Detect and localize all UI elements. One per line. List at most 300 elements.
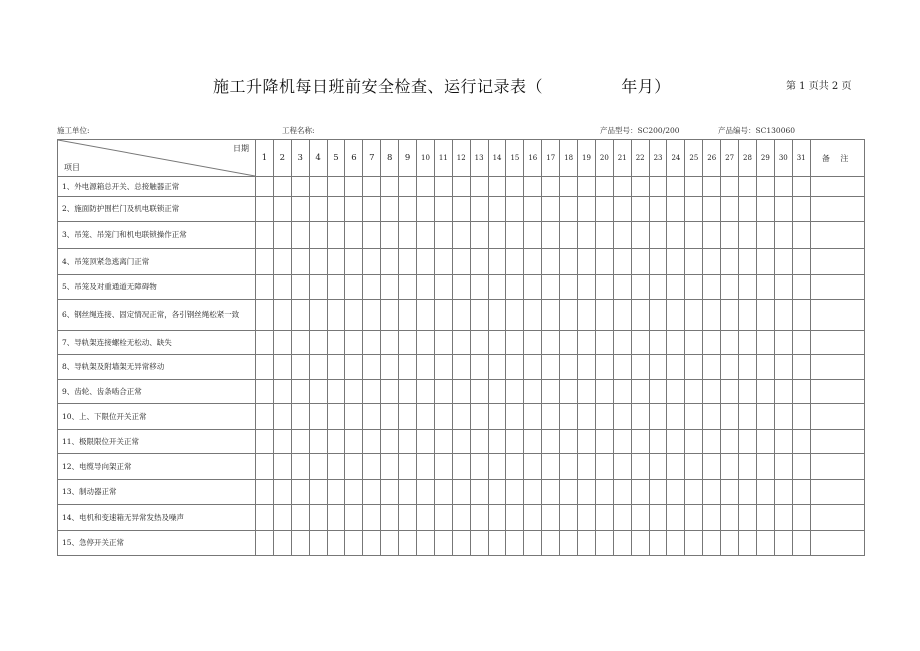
check-cell[interactable] xyxy=(327,300,345,331)
check-cell[interactable] xyxy=(667,197,685,222)
check-cell[interactable] xyxy=(685,355,703,380)
check-cell[interactable] xyxy=(381,300,399,331)
check-cell[interactable] xyxy=(506,249,524,275)
check-cell[interactable] xyxy=(434,430,452,454)
check-cell[interactable] xyxy=(703,380,721,404)
check-cell[interactable] xyxy=(649,480,667,505)
check-cell[interactable] xyxy=(256,505,274,531)
check-cell[interactable] xyxy=(631,480,649,505)
check-cell[interactable] xyxy=(291,275,309,300)
check-cell[interactable] xyxy=(649,222,667,249)
check-cell[interactable] xyxy=(649,300,667,331)
check-cell[interactable] xyxy=(309,222,327,249)
check-cell[interactable] xyxy=(703,480,721,505)
check-cell[interactable] xyxy=(506,454,524,480)
check-cell[interactable] xyxy=(631,300,649,331)
check-cell[interactable] xyxy=(363,275,381,300)
check-cell[interactable] xyxy=(399,300,417,331)
check-cell[interactable] xyxy=(470,404,488,430)
check-cell[interactable] xyxy=(470,177,488,197)
check-cell[interactable] xyxy=(434,355,452,380)
check-cell[interactable] xyxy=(667,222,685,249)
check-cell[interactable] xyxy=(524,249,542,275)
check-cell[interactable] xyxy=(721,480,739,505)
check-cell[interactable] xyxy=(309,531,327,556)
remarks-cell[interactable] xyxy=(810,430,864,454)
check-cell[interactable] xyxy=(524,275,542,300)
check-cell[interactable] xyxy=(774,197,792,222)
check-cell[interactable] xyxy=(703,355,721,380)
check-cell[interactable] xyxy=(256,380,274,404)
check-cell[interactable] xyxy=(345,505,363,531)
check-cell[interactable] xyxy=(381,355,399,380)
check-cell[interactable] xyxy=(774,531,792,556)
check-cell[interactable] xyxy=(578,197,596,222)
check-cell[interactable] xyxy=(417,480,435,505)
remarks-cell[interactable] xyxy=(810,300,864,331)
check-cell[interactable] xyxy=(434,197,452,222)
check-cell[interactable] xyxy=(578,355,596,380)
check-cell[interactable] xyxy=(470,197,488,222)
check-cell[interactable] xyxy=(327,380,345,404)
check-cell[interactable] xyxy=(542,355,560,380)
check-cell[interactable] xyxy=(488,275,506,300)
check-cell[interactable] xyxy=(578,177,596,197)
check-cell[interactable] xyxy=(381,404,399,430)
check-cell[interactable] xyxy=(685,331,703,355)
check-cell[interactable] xyxy=(524,197,542,222)
check-cell[interactable] xyxy=(470,380,488,404)
check-cell[interactable] xyxy=(542,380,560,404)
check-cell[interactable] xyxy=(524,531,542,556)
check-cell[interactable] xyxy=(273,454,291,480)
check-cell[interactable] xyxy=(613,249,631,275)
check-cell[interactable] xyxy=(363,355,381,380)
check-cell[interactable] xyxy=(685,505,703,531)
remarks-cell[interactable] xyxy=(810,222,864,249)
check-cell[interactable] xyxy=(685,222,703,249)
check-cell[interactable] xyxy=(470,300,488,331)
check-cell[interactable] xyxy=(381,249,399,275)
check-cell[interactable] xyxy=(774,355,792,380)
check-cell[interactable] xyxy=(399,355,417,380)
check-cell[interactable] xyxy=(452,404,470,430)
check-cell[interactable] xyxy=(452,222,470,249)
check-cell[interactable] xyxy=(345,222,363,249)
check-cell[interactable] xyxy=(273,505,291,531)
check-cell[interactable] xyxy=(452,430,470,454)
check-cell[interactable] xyxy=(256,249,274,275)
check-cell[interactable] xyxy=(488,177,506,197)
check-cell[interactable] xyxy=(256,454,274,480)
check-cell[interactable] xyxy=(649,430,667,454)
check-cell[interactable] xyxy=(578,331,596,355)
check-cell[interactable] xyxy=(524,454,542,480)
check-cell[interactable] xyxy=(488,505,506,531)
check-cell[interactable] xyxy=(291,454,309,480)
check-cell[interactable] xyxy=(595,197,613,222)
check-cell[interactable] xyxy=(560,331,578,355)
check-cell[interactable] xyxy=(256,355,274,380)
check-cell[interactable] xyxy=(434,480,452,505)
check-cell[interactable] xyxy=(399,454,417,480)
check-cell[interactable] xyxy=(703,404,721,430)
check-cell[interactable] xyxy=(703,331,721,355)
check-cell[interactable] xyxy=(345,480,363,505)
check-cell[interactable] xyxy=(756,454,774,480)
remarks-cell[interactable] xyxy=(810,404,864,430)
check-cell[interactable] xyxy=(273,249,291,275)
check-cell[interactable] xyxy=(327,331,345,355)
check-cell[interactable] xyxy=(721,249,739,275)
check-cell[interactable] xyxy=(417,197,435,222)
check-cell[interactable] xyxy=(792,454,810,480)
check-cell[interactable] xyxy=(327,454,345,480)
check-cell[interactable] xyxy=(595,300,613,331)
check-cell[interactable] xyxy=(417,404,435,430)
check-cell[interactable] xyxy=(721,197,739,222)
remarks-cell[interactable] xyxy=(810,197,864,222)
check-cell[interactable] xyxy=(256,197,274,222)
check-cell[interactable] xyxy=(631,275,649,300)
check-cell[interactable] xyxy=(613,275,631,300)
remarks-cell[interactable] xyxy=(810,275,864,300)
check-cell[interactable] xyxy=(667,380,685,404)
check-cell[interactable] xyxy=(739,380,757,404)
check-cell[interactable] xyxy=(667,355,685,380)
check-cell[interactable] xyxy=(667,430,685,454)
check-cell[interactable] xyxy=(667,454,685,480)
check-cell[interactable] xyxy=(488,380,506,404)
check-cell[interactable] xyxy=(703,300,721,331)
check-cell[interactable] xyxy=(613,480,631,505)
remarks-cell[interactable] xyxy=(810,454,864,480)
check-cell[interactable] xyxy=(291,300,309,331)
check-cell[interactable] xyxy=(613,454,631,480)
check-cell[interactable] xyxy=(291,505,309,531)
check-cell[interactable] xyxy=(721,454,739,480)
check-cell[interactable] xyxy=(434,300,452,331)
check-cell[interactable] xyxy=(399,531,417,556)
check-cell[interactable] xyxy=(560,275,578,300)
check-cell[interactable] xyxy=(488,197,506,222)
check-cell[interactable] xyxy=(291,430,309,454)
check-cell[interactable] xyxy=(381,531,399,556)
check-cell[interactable] xyxy=(452,275,470,300)
check-cell[interactable] xyxy=(309,331,327,355)
check-cell[interactable] xyxy=(345,275,363,300)
check-cell[interactable] xyxy=(756,300,774,331)
check-cell[interactable] xyxy=(524,222,542,249)
check-cell[interactable] xyxy=(560,454,578,480)
check-cell[interactable] xyxy=(256,177,274,197)
check-cell[interactable] xyxy=(488,430,506,454)
check-cell[interactable] xyxy=(309,380,327,404)
check-cell[interactable] xyxy=(452,249,470,275)
check-cell[interactable] xyxy=(434,380,452,404)
check-cell[interactable] xyxy=(792,380,810,404)
check-cell[interactable] xyxy=(488,249,506,275)
check-cell[interactable] xyxy=(649,275,667,300)
check-cell[interactable] xyxy=(399,404,417,430)
check-cell[interactable] xyxy=(613,505,631,531)
check-cell[interactable] xyxy=(595,380,613,404)
check-cell[interactable] xyxy=(363,197,381,222)
check-cell[interactable] xyxy=(345,300,363,331)
check-cell[interactable] xyxy=(417,300,435,331)
check-cell[interactable] xyxy=(667,480,685,505)
check-cell[interactable] xyxy=(631,249,649,275)
check-cell[interactable] xyxy=(309,197,327,222)
check-cell[interactable] xyxy=(774,454,792,480)
check-cell[interactable] xyxy=(685,480,703,505)
check-cell[interactable] xyxy=(345,355,363,380)
check-cell[interactable] xyxy=(434,505,452,531)
check-cell[interactable] xyxy=(399,380,417,404)
check-cell[interactable] xyxy=(256,300,274,331)
check-cell[interactable] xyxy=(363,480,381,505)
check-cell[interactable] xyxy=(721,355,739,380)
check-cell[interactable] xyxy=(309,249,327,275)
check-cell[interactable] xyxy=(649,454,667,480)
check-cell[interactable] xyxy=(345,249,363,275)
check-cell[interactable] xyxy=(434,454,452,480)
check-cell[interactable] xyxy=(739,249,757,275)
check-cell[interactable] xyxy=(792,275,810,300)
check-cell[interactable] xyxy=(506,380,524,404)
check-cell[interactable] xyxy=(506,300,524,331)
check-cell[interactable] xyxy=(399,197,417,222)
check-cell[interactable] xyxy=(256,331,274,355)
check-cell[interactable] xyxy=(685,531,703,556)
check-cell[interactable] xyxy=(327,430,345,454)
check-cell[interactable] xyxy=(756,404,774,430)
check-cell[interactable] xyxy=(613,300,631,331)
check-cell[interactable] xyxy=(291,249,309,275)
check-cell[interactable] xyxy=(739,430,757,454)
check-cell[interactable] xyxy=(613,404,631,430)
check-cell[interactable] xyxy=(309,300,327,331)
check-cell[interactable] xyxy=(542,222,560,249)
check-cell[interactable] xyxy=(363,249,381,275)
check-cell[interactable] xyxy=(381,480,399,505)
check-cell[interactable] xyxy=(327,531,345,556)
check-cell[interactable] xyxy=(542,197,560,222)
check-cell[interactable] xyxy=(273,480,291,505)
check-cell[interactable] xyxy=(273,177,291,197)
check-cell[interactable] xyxy=(256,480,274,505)
check-cell[interactable] xyxy=(488,531,506,556)
check-cell[interactable] xyxy=(613,355,631,380)
check-cell[interactable] xyxy=(774,249,792,275)
check-cell[interactable] xyxy=(363,300,381,331)
check-cell[interactable] xyxy=(291,531,309,556)
check-cell[interactable] xyxy=(399,480,417,505)
check-cell[interactable] xyxy=(273,430,291,454)
check-cell[interactable] xyxy=(434,331,452,355)
remarks-cell[interactable] xyxy=(810,355,864,380)
check-cell[interactable] xyxy=(542,275,560,300)
check-cell[interactable] xyxy=(595,355,613,380)
check-cell[interactable] xyxy=(578,454,596,480)
check-cell[interactable] xyxy=(631,380,649,404)
check-cell[interactable] xyxy=(667,531,685,556)
check-cell[interactable] xyxy=(721,177,739,197)
check-cell[interactable] xyxy=(327,480,345,505)
check-cell[interactable] xyxy=(756,505,774,531)
check-cell[interactable] xyxy=(774,222,792,249)
check-cell[interactable] xyxy=(578,505,596,531)
check-cell[interactable] xyxy=(452,380,470,404)
check-cell[interactable] xyxy=(381,177,399,197)
check-cell[interactable] xyxy=(417,454,435,480)
check-cell[interactable] xyxy=(506,505,524,531)
check-cell[interactable] xyxy=(703,177,721,197)
check-cell[interactable] xyxy=(309,275,327,300)
check-cell[interactable] xyxy=(560,531,578,556)
check-cell[interactable] xyxy=(703,222,721,249)
check-cell[interactable] xyxy=(524,300,542,331)
check-cell[interactable] xyxy=(273,380,291,404)
check-cell[interactable] xyxy=(739,531,757,556)
check-cell[interactable] xyxy=(756,355,774,380)
check-cell[interactable] xyxy=(488,404,506,430)
check-cell[interactable] xyxy=(774,430,792,454)
check-cell[interactable] xyxy=(273,355,291,380)
check-cell[interactable] xyxy=(273,331,291,355)
check-cell[interactable] xyxy=(774,300,792,331)
check-cell[interactable] xyxy=(560,380,578,404)
check-cell[interactable] xyxy=(470,222,488,249)
check-cell[interactable] xyxy=(381,430,399,454)
check-cell[interactable] xyxy=(470,430,488,454)
check-cell[interactable] xyxy=(756,531,774,556)
check-cell[interactable] xyxy=(631,177,649,197)
check-cell[interactable] xyxy=(578,430,596,454)
check-cell[interactable] xyxy=(721,505,739,531)
check-cell[interactable] xyxy=(667,275,685,300)
check-cell[interactable] xyxy=(578,404,596,430)
check-cell[interactable] xyxy=(452,505,470,531)
check-cell[interactable] xyxy=(327,404,345,430)
check-cell[interactable] xyxy=(631,331,649,355)
check-cell[interactable] xyxy=(792,331,810,355)
check-cell[interactable] xyxy=(488,355,506,380)
check-cell[interactable] xyxy=(327,355,345,380)
check-cell[interactable] xyxy=(578,380,596,404)
check-cell[interactable] xyxy=(560,222,578,249)
check-cell[interactable] xyxy=(291,177,309,197)
check-cell[interactable] xyxy=(256,275,274,300)
check-cell[interactable] xyxy=(506,404,524,430)
check-cell[interactable] xyxy=(685,275,703,300)
check-cell[interactable] xyxy=(542,249,560,275)
check-cell[interactable] xyxy=(667,249,685,275)
check-cell[interactable] xyxy=(667,505,685,531)
check-cell[interactable] xyxy=(542,430,560,454)
check-cell[interactable] xyxy=(363,177,381,197)
check-cell[interactable] xyxy=(703,454,721,480)
check-cell[interactable] xyxy=(649,505,667,531)
check-cell[interactable] xyxy=(434,531,452,556)
check-cell[interactable] xyxy=(792,300,810,331)
check-cell[interactable] xyxy=(792,249,810,275)
check-cell[interactable] xyxy=(756,177,774,197)
remarks-cell[interactable] xyxy=(810,531,864,556)
check-cell[interactable] xyxy=(739,454,757,480)
check-cell[interactable] xyxy=(774,275,792,300)
check-cell[interactable] xyxy=(756,430,774,454)
check-cell[interactable] xyxy=(613,177,631,197)
check-cell[interactable] xyxy=(560,300,578,331)
check-cell[interactable] xyxy=(399,177,417,197)
check-cell[interactable] xyxy=(756,380,774,404)
check-cell[interactable] xyxy=(363,404,381,430)
check-cell[interactable] xyxy=(256,404,274,430)
check-cell[interactable] xyxy=(434,249,452,275)
check-cell[interactable] xyxy=(506,197,524,222)
check-cell[interactable] xyxy=(703,430,721,454)
check-cell[interactable] xyxy=(685,177,703,197)
check-cell[interactable] xyxy=(685,197,703,222)
check-cell[interactable] xyxy=(685,300,703,331)
check-cell[interactable] xyxy=(739,300,757,331)
check-cell[interactable] xyxy=(703,275,721,300)
check-cell[interactable] xyxy=(703,197,721,222)
check-cell[interactable] xyxy=(703,531,721,556)
check-cell[interactable] xyxy=(452,531,470,556)
check-cell[interactable] xyxy=(703,249,721,275)
check-cell[interactable] xyxy=(649,531,667,556)
check-cell[interactable] xyxy=(273,275,291,300)
check-cell[interactable] xyxy=(363,505,381,531)
check-cell[interactable] xyxy=(524,480,542,505)
check-cell[interactable] xyxy=(381,197,399,222)
check-cell[interactable] xyxy=(721,331,739,355)
check-cell[interactable] xyxy=(256,531,274,556)
check-cell[interactable] xyxy=(273,222,291,249)
check-cell[interactable] xyxy=(399,331,417,355)
check-cell[interactable] xyxy=(774,480,792,505)
check-cell[interactable] xyxy=(739,331,757,355)
check-cell[interactable] xyxy=(756,197,774,222)
check-cell[interactable] xyxy=(273,531,291,556)
check-cell[interactable] xyxy=(721,275,739,300)
check-cell[interactable] xyxy=(739,505,757,531)
check-cell[interactable] xyxy=(291,355,309,380)
check-cell[interactable] xyxy=(542,300,560,331)
check-cell[interactable] xyxy=(613,197,631,222)
check-cell[interactable] xyxy=(327,177,345,197)
check-cell[interactable] xyxy=(792,177,810,197)
check-cell[interactable] xyxy=(470,249,488,275)
check-cell[interactable] xyxy=(506,177,524,197)
check-cell[interactable] xyxy=(327,222,345,249)
check-cell[interactable] xyxy=(291,480,309,505)
check-cell[interactable] xyxy=(273,300,291,331)
check-cell[interactable] xyxy=(363,531,381,556)
check-cell[interactable] xyxy=(595,454,613,480)
check-cell[interactable] xyxy=(560,249,578,275)
check-cell[interactable] xyxy=(703,505,721,531)
check-cell[interactable] xyxy=(273,404,291,430)
check-cell[interactable] xyxy=(542,331,560,355)
check-cell[interactable] xyxy=(649,197,667,222)
check-cell[interactable] xyxy=(273,197,291,222)
check-cell[interactable] xyxy=(613,222,631,249)
check-cell[interactable] xyxy=(399,430,417,454)
check-cell[interactable] xyxy=(649,331,667,355)
